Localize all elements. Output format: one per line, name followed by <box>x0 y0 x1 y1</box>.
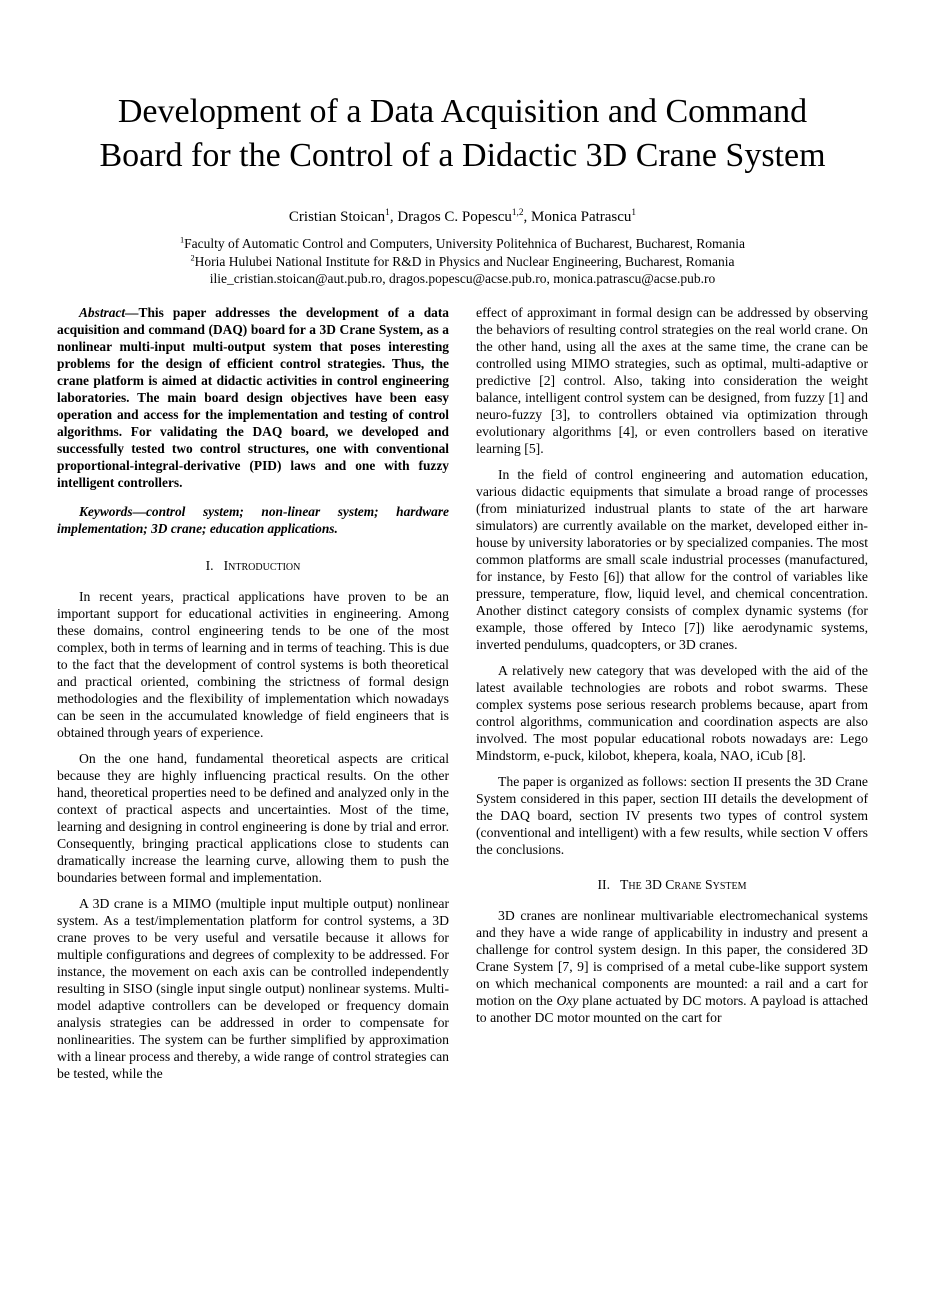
authors-line <box>57 208 868 227</box>
author-1-affiliation-marker: 1 <box>385 208 390 218</box>
crane-paragraph-text: 3D cranes are nonlinear multivariable electromechanical systems and they have a wide range of applicability in industry and present a challenge for control system design. In this paper, the considered 3D Crane System [7, 9] is comprised of a metal cube-like support system on which mechanical components are mounted: a rail and a cart for motion on the <box>476 907 868 1008</box>
two-column-body <box>57 304 868 1091</box>
affiliation-1-marker: 1 <box>179 235 185 245</box>
intro-paragraph-3: A 3D crane is a MIMO (multiple input multiple output) nonlinear system. As a test/implementation platform for control systems, a 3D crane proves to be very useful and versatile because it allows for multiple configurations and degrees of complexity to be addressed. For instance, the movement on each axis can be controlled independently resulting in SISO (single input single output) nonlinear systems. Multi-model adaptive controllers can be developed or frequency domain analysis strategies can be addressed in order to compensate for nonlinearities. The system can be further simplified by approximation with a linear process and thereby, a wide range of control strategies can be tested, while the <box>57 895 449 1081</box>
author-name-1: Cristian Stoican <box>288 209 386 225</box>
author-separator: , <box>523 209 532 225</box>
paper-title <box>57 90 868 178</box>
paper-title-line2: Board for the Control of a Didactic 3D Crane System <box>99 137 826 174</box>
section-heading-crane-system <box>476 876 868 893</box>
affiliation-2 <box>57 253 868 271</box>
section-2-number: II. <box>597 876 610 892</box>
intro-paragraph-4: effect of approximant in formal design can be addressed by observing the behaviors of resulting control strategies on the real world crane. On the other hand, using all the axes at the same time, the crane can be controlled using MIMO strategies, such as optimal, multi-adaptive or predictive [2] control. Also, taking into consideration the weight balance, intelligent control system can be designed, from fuzzy [1] and neuro-fuzzy [3], to controllers obtained via optimization through evolutionary algorithms [4], or even controllers based on iterative learning [5]. <box>476 304 868 456</box>
abstract-paragraph <box>57 304 449 491</box>
author-3-affiliation-marker: 1 <box>631 208 637 218</box>
intro-paragraph-2: On the one hand, fundamental theoretical aspects are critical because they are highly influencing practical results. On the other hand, theoretical properties need to be defined and analyzed only in the context of practical aspects and uncertainties. Most of the time, learning and designing in control engineering is done by trial and error. Consequently, bringing practical applications close to students can dramatically increase the learning curve, allowing them to push the boundaries between formal and implementation. <box>57 750 449 885</box>
affiliation-1-text: Faculty of Automatic Control and Computers, University Politehnica of Bucharest, Bucharest, Romania <box>184 236 746 251</box>
section-heading-introduction <box>57 557 449 574</box>
section-1-title: Introduction <box>223 557 301 573</box>
affiliation-2-marker: 2 <box>190 253 195 262</box>
affiliation-2-text: Horia Hulubei National Institute for R&D in Physics and Nuclear Engineering, Bucharest, Romania <box>194 253 735 269</box>
intro-paragraph-1: In recent years, practical applications have proven to be an important support for educational activities in engineering. Among these domains, control engineering tends to be one of the most complex, both in terms of learning and in terms of teaching. This is due to the fact that the development of control systems is both theoretical and practical oriented, combining the strictness of formal design methodologies and the flexibility of implementation which nowadays can be seen in the accumulated knowledge of field engineers that is obtained through years of experience. <box>57 588 449 740</box>
oxy-plane-term: Oxy <box>556 992 579 1008</box>
author-2-affiliation-marker: 1,2 <box>511 208 524 218</box>
intro-paragraph-7: The paper is organized as follows: section II presents the 3D Crane System considered in this paper, section III details the development of the DAQ board, section IV presents two types of control system (conventional and intelligent) with a few results, while section V offers the conclusions. <box>476 773 868 857</box>
intro-paragraph-6: A relatively new category that was developed with the aid of the latest available technologies are robots and robot swarms. These complex systems pose serious research problems because, apart from control algorithms, communication and coordination aspects are also involved. The most popular educational robots nowadays are: Lego Mindstorm, e-puck, kilobot, khepera, koala, NAO, iCub [8]. <box>476 662 868 763</box>
abstract-text: This paper addresses the development of a data acquisition and command (DAQ) board for a 3D Crane System, as a nonlinear multi-input multi-output system that poses interesting problems for the design of efficient control strategies. Thus, the crane platform is aimed at didactic activities in control engineering laboratories. The main board design objectives have been easy operation and access for the implementation and testing of control algorithms. For validating the DAQ board, we developed and successfully tested two control structures, one with conventional proportional-integral-derivative (PID) laws and one with fuzzy intelligent controllers. <box>57 304 449 490</box>
section-2-title: The 3D Crane System <box>620 876 747 892</box>
affiliation-1 <box>57 235 868 253</box>
author-emails: ilie_cristian.stoican@aut.pub.ro, dragos.popescu@acse.pub.ro, monica.patrascu@acse.pub.ro <box>209 271 716 286</box>
author-name-3: Monica Patrascu <box>531 209 632 225</box>
author-name-2: Dragos C. Popescu <box>397 209 512 225</box>
right-column <box>476 304 868 1091</box>
section-1-number: I. <box>205 557 214 573</box>
paper-title-line1: Development of a Data Acquisition and Command <box>117 93 808 130</box>
keywords-label: Keywords— <box>79 503 146 519</box>
intro-paragraph-5: In the field of control engineering and automation education, various didactic equipments that simulate a broad range of processes (from miniaturized industrual plants to state of the art harware simulators) are currently available on the market, developed either in-house by university laboratories or by specialized companies. The most common platforms are small scale industrial processes (manufactured, for instance, by Festo [6]) that allow for the control of variables like pressure, temperature, flow, liquid level, and chemical concentration. Another distinct category consists of complex dynamic systems (for example, those offered by Inteco [7]) like aerodynamic systems, inverted pendulums, quadcopters, or 3D cranes. <box>476 466 868 652</box>
affiliations-block <box>57 235 868 288</box>
crane-paragraph-text: plane actuated by DC motors. A payload is attached to another DC motor mounted on the cart for <box>476 992 868 1025</box>
keywords-paragraph <box>57 503 449 537</box>
author-separator: , <box>389 209 398 225</box>
crane-system-paragraph-1 <box>476 907 868 1026</box>
left-column <box>57 304 449 1091</box>
abstract-label: Abstract— <box>79 304 139 320</box>
keywords-text: control system; non-linear system; hardware implementation; 3D crane; education applications. <box>57 503 449 536</box>
